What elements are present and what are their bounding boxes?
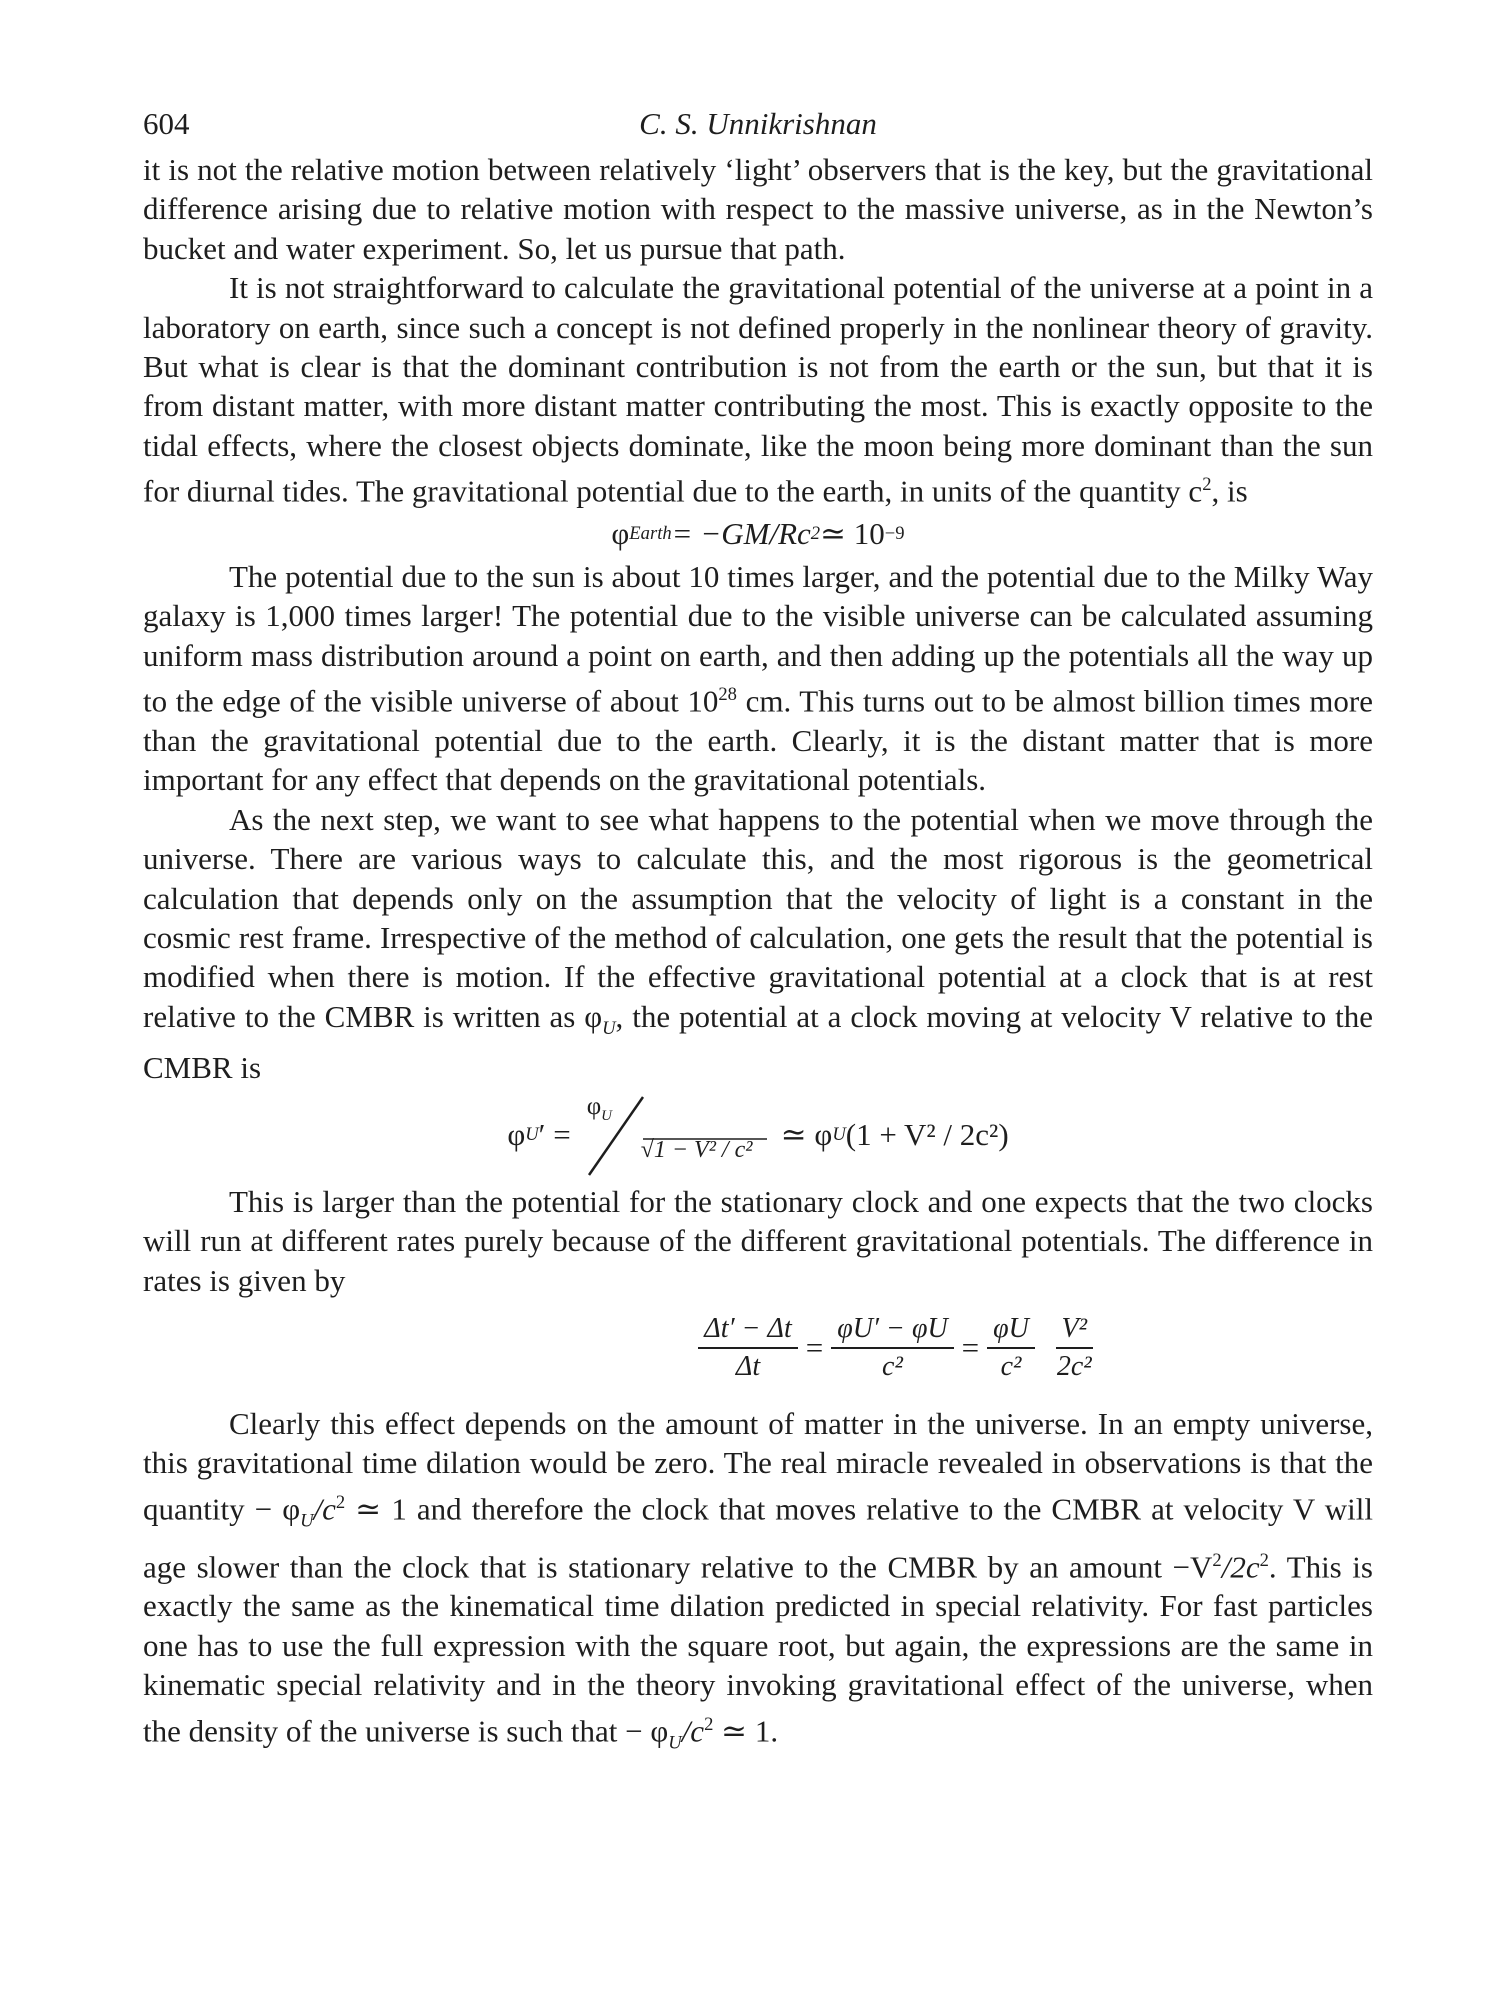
slash-fraction: $\varphi_U$ √1 − V² / c² xyxy=(581,1091,771,1179)
equation-moving-potential: φ U ′ = $\varphi_U$ √1 − V² / c² ≃ φ U (1 + V² / 2c²) xyxy=(143,1088,1373,1182)
fraction: $\frac{\varphi U}{\text{c²}}$ xyxy=(987,1311,1035,1385)
paragraph-2: It is not straightforward to calculate the gravitational potential of the universe at a point in a laboratory on earth, since such a concept is not defined properly in the nonlinear theory of gravity. But what is clear is that the dominant contribution is not from the earth or the sun, but that it is from distant matter, with more distant matter contributing the most. This is exactly opposite to the tidal effects, where the closest objects dominate, like the moon being more dominant than the sun for diurnal tides. The gravitational potential due to the earth, in units of the quantity $c^2$, is xyxy=(143,270,1373,509)
paragraph-3: The potential due to the sun is about 10 times larger, and the potential due to the Milky Way galaxy is 1,000 times larger! The potential due to the visible universe can be calculated assuming uniform mass distribution around a point on earth, and then adding up the potentials all the way up to the edge of the visible universe of about $10^{28}$ cm. This turns out to be almost billion times more than the gravitational potential due to the earth. Clearly, it is the distant matter that is more important for any effect that depends on the gravitational potentials. xyxy=(143,558,1373,798)
paragraph-6: Clearly this effect depends on the amount of matter in the universe. In an empty universe, this gravitational time dilation would be zero. The real miracle revealed in observations is that the quantity − $\varphi_U/c^2$ ≃ 1 and therefore the clock that moves relative to the CMBR at velocity V will age slower than the clock that is stationary relative to the CMBR by an amount $-V^2/2c^2$. This is exactly the same as the kinematical time dilation predicted in special relativity. For fast particles one has to use the full expression with the square root, but again, the expressions are the same in kinematic special relativity and in the theory invoking gravitational effect of the universe, when the density of the universe is such that − $\varphi_U/c^2$ ≃ 1. xyxy=(143,1406,1373,1754)
fraction: $\frac{\Delta t' - \Delta t}{\Delta t}$ xyxy=(698,1311,797,1385)
equation-rate-difference: $\frac{\Delta t' - \Delta t}{\Delta t}$ = $\frac{\varphi U' - \varphi U}{\text{c²}}$ = $\frac{\varphi U}{\text{c²}}$ $\frac{\text{V²}}{\text{2c²}}$ xyxy=(423,1300,1373,1396)
equation-earth-potential: φ Earth = −GM/Rc 2 ≃ 10 −9 xyxy=(611,515,905,551)
fraction-slash xyxy=(581,1091,771,1179)
running-head: C. S. Unnikrishnan xyxy=(639,106,877,141)
paragraph-1: it is not the relative motion between relatively ‘light’ observers that is the key, but the gravitational difference arising due to relative motion with respect to the massive universe, as in the Newton’s bucket and water experiment. So, let us pursue that path. xyxy=(143,152,1373,266)
paragraph-4: As the next step, we want to see what happens to the potential when we move through the universe. There are various ways to calculate this, and the most rigorous is the geometrical calculation that depends only on the assumption that the velocity of light is a constant in the cosmic rest frame. Irrespective of the method of calculation, one gets the result that the potential is modified when there is motion. If the effective gravitational potential at a clock that is at rest relative to the CMBR is written as $\varphi_U$, the potential at a clock moving at velocity V relative to the CMBR is xyxy=(143,801,1373,1086)
page-header xyxy=(143,100,1373,150)
page xyxy=(143,100,1373,1763)
paragraph-5: This is larger than the potential for the stationary clock and one expects that the two clocks will run at different rates purely because of the different gravitational potentials. The difference in rates is given by xyxy=(143,1183,1373,1298)
page-number: 604 xyxy=(143,106,190,141)
fraction: $\frac{\varphi U' - \varphi U}{\text{c²}}$ xyxy=(831,1311,953,1385)
fraction: $\frac{\text{V²}}{\text{2c²}}$ xyxy=(1056,1313,1092,1382)
